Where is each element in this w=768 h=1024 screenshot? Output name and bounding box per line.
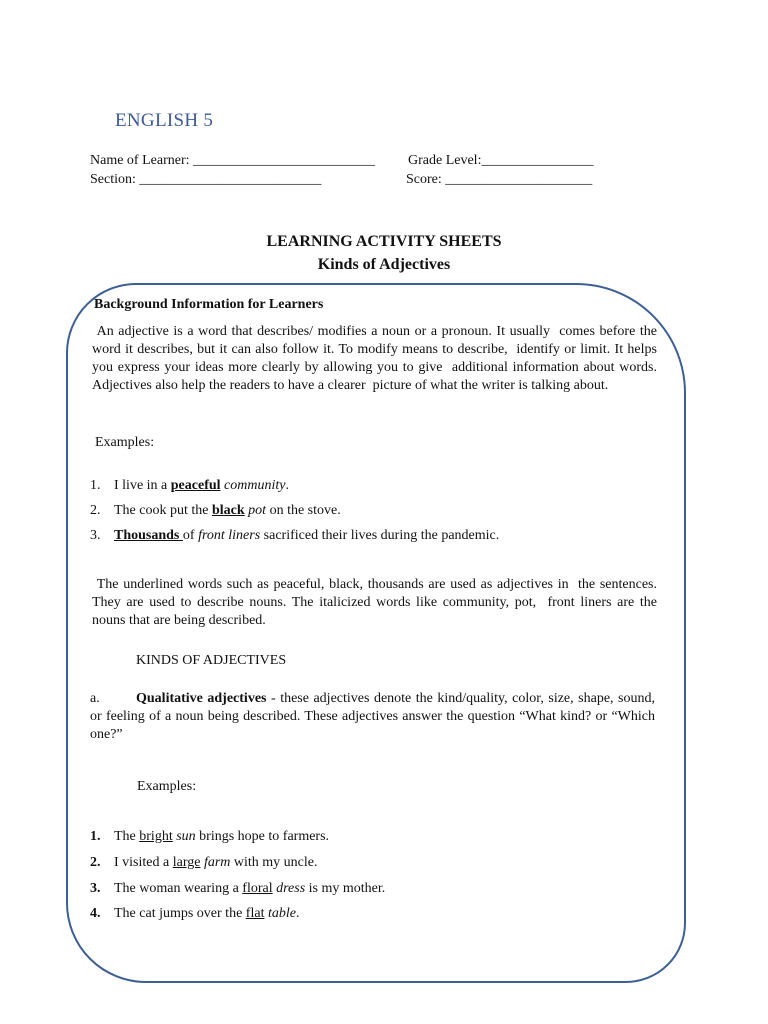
adjective: peaceful: [170, 478, 221, 493]
qualitative-example-item: 3. The woman wearing a floral dress is my mother.: [90, 881, 386, 896]
example-item: 2. The cook put the black pot on the stove.: [90, 503, 341, 518]
score-blank[interactable]: _____________________: [445, 172, 593, 187]
subject-title: ENGLISH 5: [115, 110, 214, 131]
item-letter: a.: [90, 691, 100, 706]
adjective: Thousands: [114, 528, 183, 543]
example-number: 1.: [90, 478, 101, 493]
noun: farm: [203, 855, 231, 870]
qualitative-examples-label: Examples:: [137, 779, 197, 794]
noun: table: [267, 906, 296, 921]
background-heading: Background Information for Learners: [94, 297, 324, 312]
name-label: Name of Learner:: [90, 153, 193, 168]
noun: front liners: [198, 528, 261, 543]
example-number: 3.: [90, 881, 101, 896]
adjective: floral: [242, 881, 273, 896]
noun: community: [224, 478, 286, 493]
adjective: bright: [139, 829, 173, 844]
section-blank[interactable]: __________________________: [139, 172, 322, 187]
example-item: 1. I live in a peaceful community.: [90, 478, 289, 493]
examples-label: Examples:: [95, 435, 155, 450]
sub-title: Kinds of Adjectives: [317, 256, 451, 273]
adjective: black: [211, 503, 245, 518]
example-number: 3.: [90, 528, 101, 543]
example-number: 1.: [90, 829, 101, 844]
qualitative-text: - these adjectives denote the kind/quality, color, size, shape, sound, or feeling of a noun being described. These adjectives answer the question “What kind? or “Which one?”: [90, 691, 655, 742]
adjective: large: [172, 855, 201, 870]
section-label: Section:: [90, 172, 140, 187]
main-title: LEARNING ACTIVITY SHEETS: [266, 233, 502, 250]
example-number: 2.: [90, 855, 101, 870]
example-number: 4.: [90, 906, 101, 921]
score-field-row: [406, 172, 592, 188]
kinds-heading: KINDS OF ADJECTIVES: [136, 653, 287, 668]
grade-field-row: [408, 153, 593, 169]
grade-label: Grade Level:: [408, 153, 482, 168]
example-number: 2.: [90, 503, 101, 518]
score-label: Score:: [406, 172, 446, 187]
qualitative-definition: [90, 690, 655, 744]
qualitative-example-item: 1. The bright sun brings hope to farmers.: [90, 829, 330, 844]
explanation-paragraph: The underlined words such as peaceful, black, thousands are used as adjectives in the sentences. They are used to describe nouns. The italicized words like community, pot, front liners are the nouns that are being described.: [92, 577, 661, 628]
qualitative-example-item: 4. The cat jumps over the flat table.: [90, 906, 300, 921]
grade-blank[interactable]: ________________: [481, 153, 594, 168]
noun: pot: [248, 503, 267, 518]
qualitative-term: Qualitative adjectives: [136, 691, 267, 706]
qualitative-example-item: 2. I visited a large farm with my uncle.: [90, 855, 318, 870]
example-item: 3. Thousands of front liners sacrificed their lives during the pandemic.: [90, 528, 500, 543]
background-paragraph: An adjective is a word that describes/ modifies a noun or a pronoun. It usually comes before the word it describes, but it can also follow it. To modify means to describe, identify or limit. It helps you express your ideas more clearly by allowing you to give additional information about words. Adjectives also help the readers to have a clearer picture of what the writer is talking about.: [92, 324, 661, 393]
noun: dress: [276, 881, 306, 896]
name-field-row: [90, 153, 375, 169]
section-field-row: [90, 172, 321, 188]
noun: sun: [176, 829, 196, 844]
adjective: flat: [245, 906, 265, 921]
name-blank[interactable]: __________________________: [193, 153, 375, 168]
